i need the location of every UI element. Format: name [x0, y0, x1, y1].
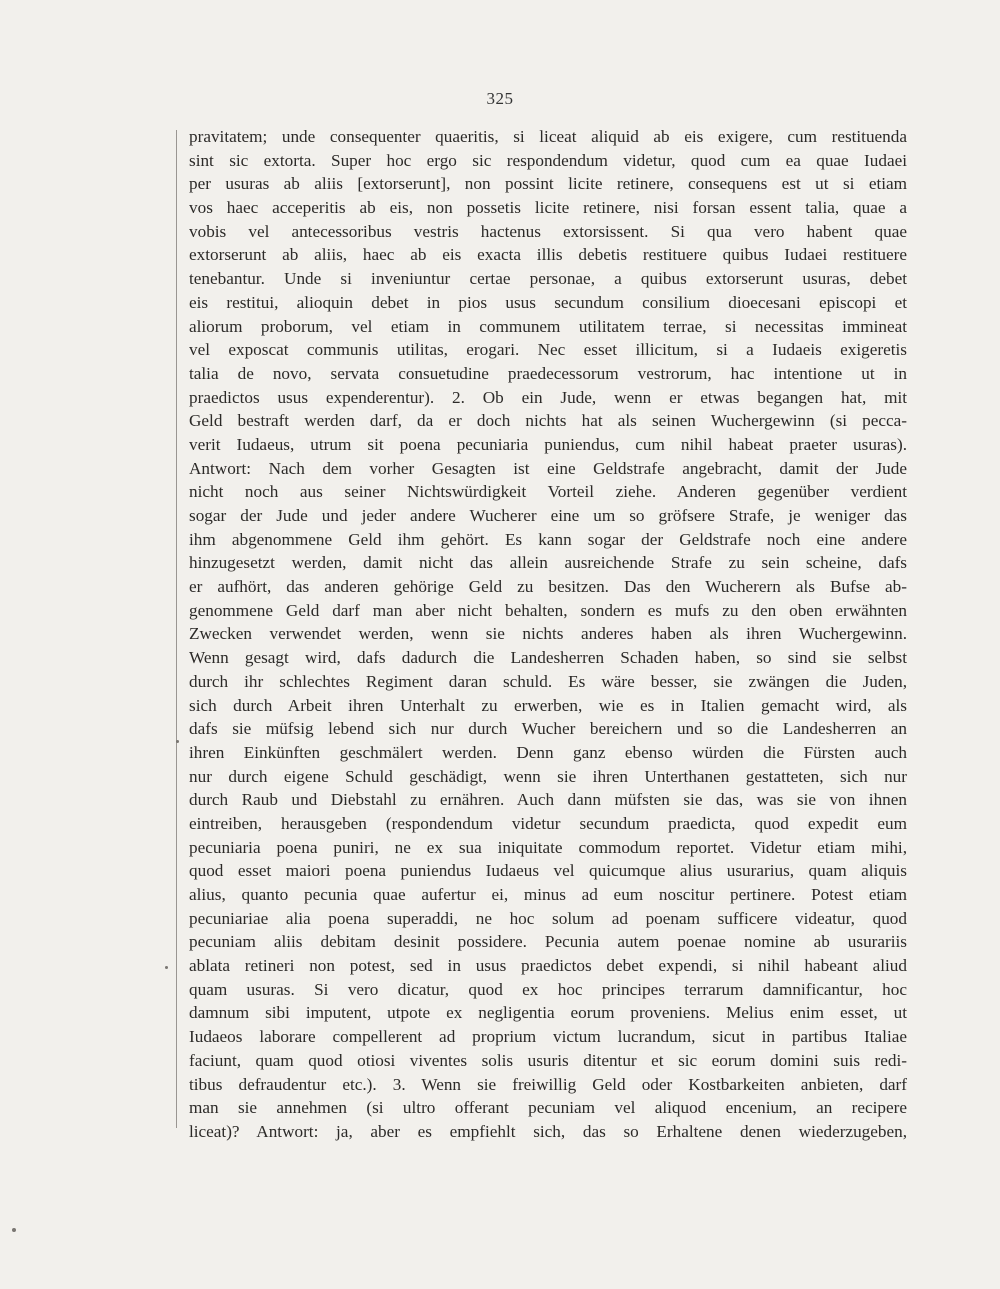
margin-rule — [176, 130, 177, 1128]
text-line: per usuras ab aliis [extorserunt], non possint licite retinere, consequens est ut si etiam — [189, 174, 907, 194]
text-line: Antwort: Nach dem vorher Gesagten ist eine Geldstrafe angebracht, damit der Jude — [189, 458, 907, 478]
text-line: Geld bestraft werden darf, da er doch nichts hat als seinen Wuchergewinn (si pecca- — [189, 411, 907, 431]
text-line: Wenn gesagt wird, dafs dadurch die Landesherren Schaden haben, so sind sie selbst — [189, 648, 907, 668]
text-line: nur durch eigene Schuld geschädigt, wenn sie ihren Unterthanen gestatteten, sich nur — [189, 766, 907, 786]
text-line: vel exposcat communis utilitas, erogari. Nec esset illicitum, si a Iudaeis exigeretis — [189, 340, 907, 360]
text-line: pecuniaria poena puniri, ne ex sua iniquitate commodum reportet. Videtur etiam mihi, — [189, 837, 907, 857]
text-line: eis restitui, alioquin debet in pios usus secundum consilium dioecesani episcopi et — [189, 292, 907, 312]
page-number: 325 — [486, 89, 514, 108]
text-line: damnum sibi imputent, utpote ex negligentia eorum proveniens. Melius enim esset, ut — [189, 1003, 907, 1023]
text-line: hinzugesetzt werden, damit nicht das allein ausreichende Strafe zu sein scheine, dafs — [189, 553, 907, 573]
text-line: praedictos usus expenderentur). 2. Ob ein Jude, wenn er etwas begangen hat, mit — [189, 387, 907, 407]
paper-speck — [12, 1228, 16, 1232]
text-line: eintreiben, herausgeben (respondendum videtur secundum praedicta, quod expedit eum — [189, 813, 907, 833]
text-line: alius, quanto pecunia quae aufertur ei, minus ad eum noscitur pertinere. Potest etiam — [189, 885, 907, 904]
text-line: aliorum proborum, vel etiam in communem utilitatem terrae, si necessitas immineat — [189, 316, 907, 336]
text-line: sogar der Jude und jeder andere Wucherer eine um so gröfsere Strafe, je weniger das — [189, 506, 907, 525]
text-line: durch ihr schlechtes Regiment daran schuld. Es wäre besser, sie zwängen die Juden, — [189, 671, 907, 691]
text-line: liceat)? Antwort: ja, aber es empfiehlt sich, das so Erhaltene denen wiederzugeben, — [189, 1121, 907, 1141]
text-line: faciunt, quam quod otiosi viventes solis usuris ditentur et sic eorum domini suis redi- — [189, 1050, 907, 1070]
text-line: pecuniam aliis debitam desinit possidere. Pecunia autem poenae nomine ab usurariis — [189, 932, 907, 952]
text-line: pravitatem; unde consequenter quaeritis, si liceat aliquid ab eis exigere, cum restituenda — [189, 127, 907, 146]
text-line: man sie annehmen (si ultro offerant pecuniam vel aliquod encenium, an recipere — [189, 1098, 907, 1118]
text-line: sich durch Arbeit ihren Unterhalt zu erwerben, wie es in Italien gemacht wird, als — [189, 695, 907, 715]
text-line: nicht noch aus seiner Nichtswürdigkeit Vorteil ziehe. Anderen gegenüber verdient — [189, 482, 907, 502]
text-line: tibus defraudentur etc.). 3. Wenn sie freiwillig Geld oder Kostbarkeiten anbieten, darf — [189, 1074, 907, 1094]
text-line: durch Raub und Diebstahl zu ernähren. Auch dann müfsten sie das, was sie von ihnen — [189, 790, 907, 810]
text-line: dafs sie müfsig lebend sich nur durch Wucher bereichern und so die Landesherren an — [189, 719, 907, 739]
text-line: Zwecken verwendet werden, wenn sie nichts anderes haben als ihren Wuchergewinn. — [189, 624, 907, 644]
text-line: vobis vel antecessoribus vestris hactenus extorsissent. Si qua vero habent quae — [189, 221, 907, 241]
text-line: genommene Geld darf man aber nicht behalten, sondern es mufs zu den oben erwähnten — [189, 600, 907, 620]
paper-speck — [176, 740, 179, 743]
text-line: extorserunt ab aliis, haec ab eis exacta illis debetis restituere quibus Iudaei restituere — [189, 245, 907, 265]
text-line: quod esset maiori poena puniendus Iudaeus vel quicumque alius usurarius, quam aliquis — [189, 861, 907, 881]
text-line: Iudaeos laborare compellerent ad proprium victum lucrandum, sicut in partibus Italiae — [189, 1027, 907, 1047]
text-line: sint sic extorta. Super hoc ergo sic respondendum videtur, quod cum ea quae Iudaei — [189, 150, 907, 170]
text-line: er aufhört, das anderen gehörige Geld zu besitzen. Das den Wucherern als Bufse ab- — [189, 577, 907, 597]
text-line: vos haec acceperitis ab eis, non possetis licite retinere, nisi forsan essent talia, quae a — [189, 198, 907, 218]
text-line: ihren Einkünften geschmälert werden. Denn ganz ebenso würden die Fürsten auch — [189, 742, 907, 762]
text-line: tenebantur. Unde si inveniuntur certae personae, a quibus extorserunt usuras, debet — [189, 269, 907, 289]
text-line: talia de novo, servata consuetudine praedecessorum vestrorum, hac intentione ut in — [189, 363, 907, 383]
text-line: pecuniariae alia poena superaddi, ne hoc solum ad poenam sufficere videatur, quod — [189, 908, 907, 928]
text-line: ablata retineri non potest, sed in usus praedictos debet expendi, si nihil habeant aliud — [189, 956, 907, 976]
text-line: verit Iudaeus, utrum sit poena pecuniaria puniendus, cum nihil habeat praeter usuras). — [189, 434, 907, 454]
body-text — [189, 125, 907, 1144]
paper-speck — [165, 966, 168, 969]
text-line: ihm abgenommene Geld ihm gehört. Es kann sogar der Geldstrafe noch eine andere — [189, 529, 907, 549]
text-line: quam usuras. Si vero dicatur, quod ex hoc principes terrarum damnificantur, hoc — [189, 979, 907, 999]
